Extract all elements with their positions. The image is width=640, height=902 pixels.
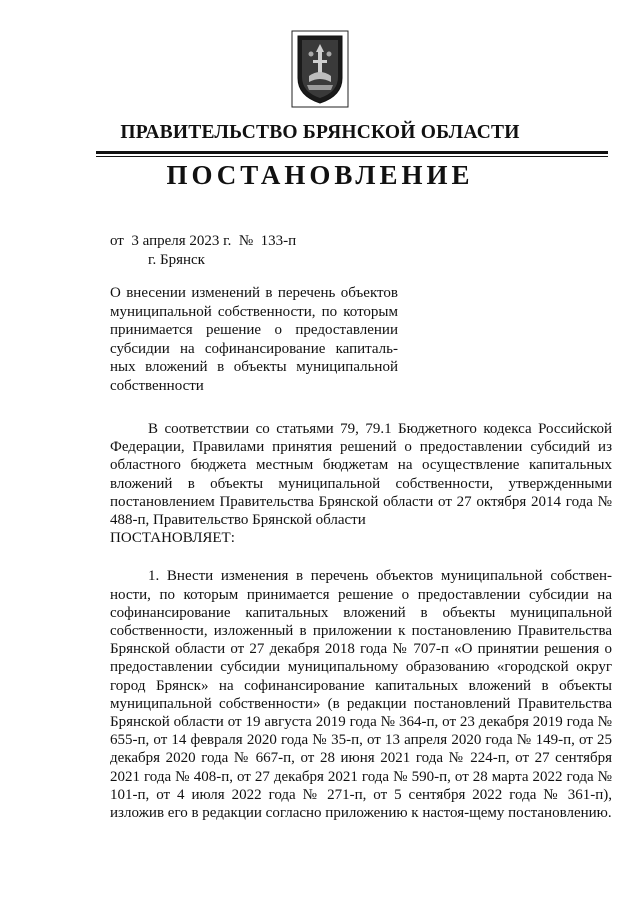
date-number-text: от 3 апреля 2023 г. № 133-п: [110, 233, 297, 249]
document-body: [110, 420, 612, 822]
item-1-paragraph: 1. Внести изменения в перечень объектов муниципальной собствен-ности, по которым принимается решение о предоставлении субсидии на софинансирование капитальных вложений в объекты муниципальной собственности, изложенный в приложении к постановлению Правительства Брянской области от 27 декабря 2018 года № 707-п «О принятии решения о предоставлении субсидии муниципальному образованию «городской округ город Брянск» на софинансирование капитальных вложений в объекты муниципальной собственности» (в редакции постановлений Правительства Брянской области от 19 августа 2019 года № 364-п, от 23 декабря 2019 года № 655-п, от 14 февраля 2020 года № 35-п, от 13 апреля 2020 года № 149-п, от 25 декабря 2020 года № 667-п, от 28 июня 2021 года № 224-п, от 27 сентября 2021 года № 408-п, от 27 декабря 2021 года № 590-п, от 28 марта 2022 года № 101-п, от 4 июля 2022 года № 271-п, от 5 сентября 2022 года № 361-п), изложив его в редакции согласно приложению к настоя-щему постановлению.: [110, 568, 612, 822]
date-number-line: [110, 233, 296, 250]
decree-word: ПОСТАНОВЛЯЕТ:: [110, 530, 235, 547]
coat-of-arms-icon: [291, 30, 349, 108]
header-rule-thick: [96, 151, 608, 154]
city: г. Брянск: [148, 252, 205, 268]
preamble-paragraph: В соответствии со статьями 79, 79.1 Бюджетного кодекса Российской Федерации, Правилами принятия решений о предоставлении субсидий из областного бюджета местным бюджетам на осуществление капитальных вложений в объекты муниципальной собственности, утвержденными постановлением Правительства Брянской области от 27 октября 2014 года № 488-п, Правительство Брянской области: [110, 421, 612, 529]
document-subject: О внесении изменений в перечень объектов муниципальной собственности, по которым принимается решение о предоставлении субсидии на софинансирование капиталь-ных вложений в объекты муниципальной собственности: [110, 285, 398, 394]
document-type: ПОСТАНОВЛЕНИЕ: [166, 160, 474, 190]
government-title: ПРАВИТЕЛЬСТВО БРЯНСКОЙ ОБЛАСТИ: [120, 122, 520, 143]
header-rule-thin: [96, 156, 608, 157]
